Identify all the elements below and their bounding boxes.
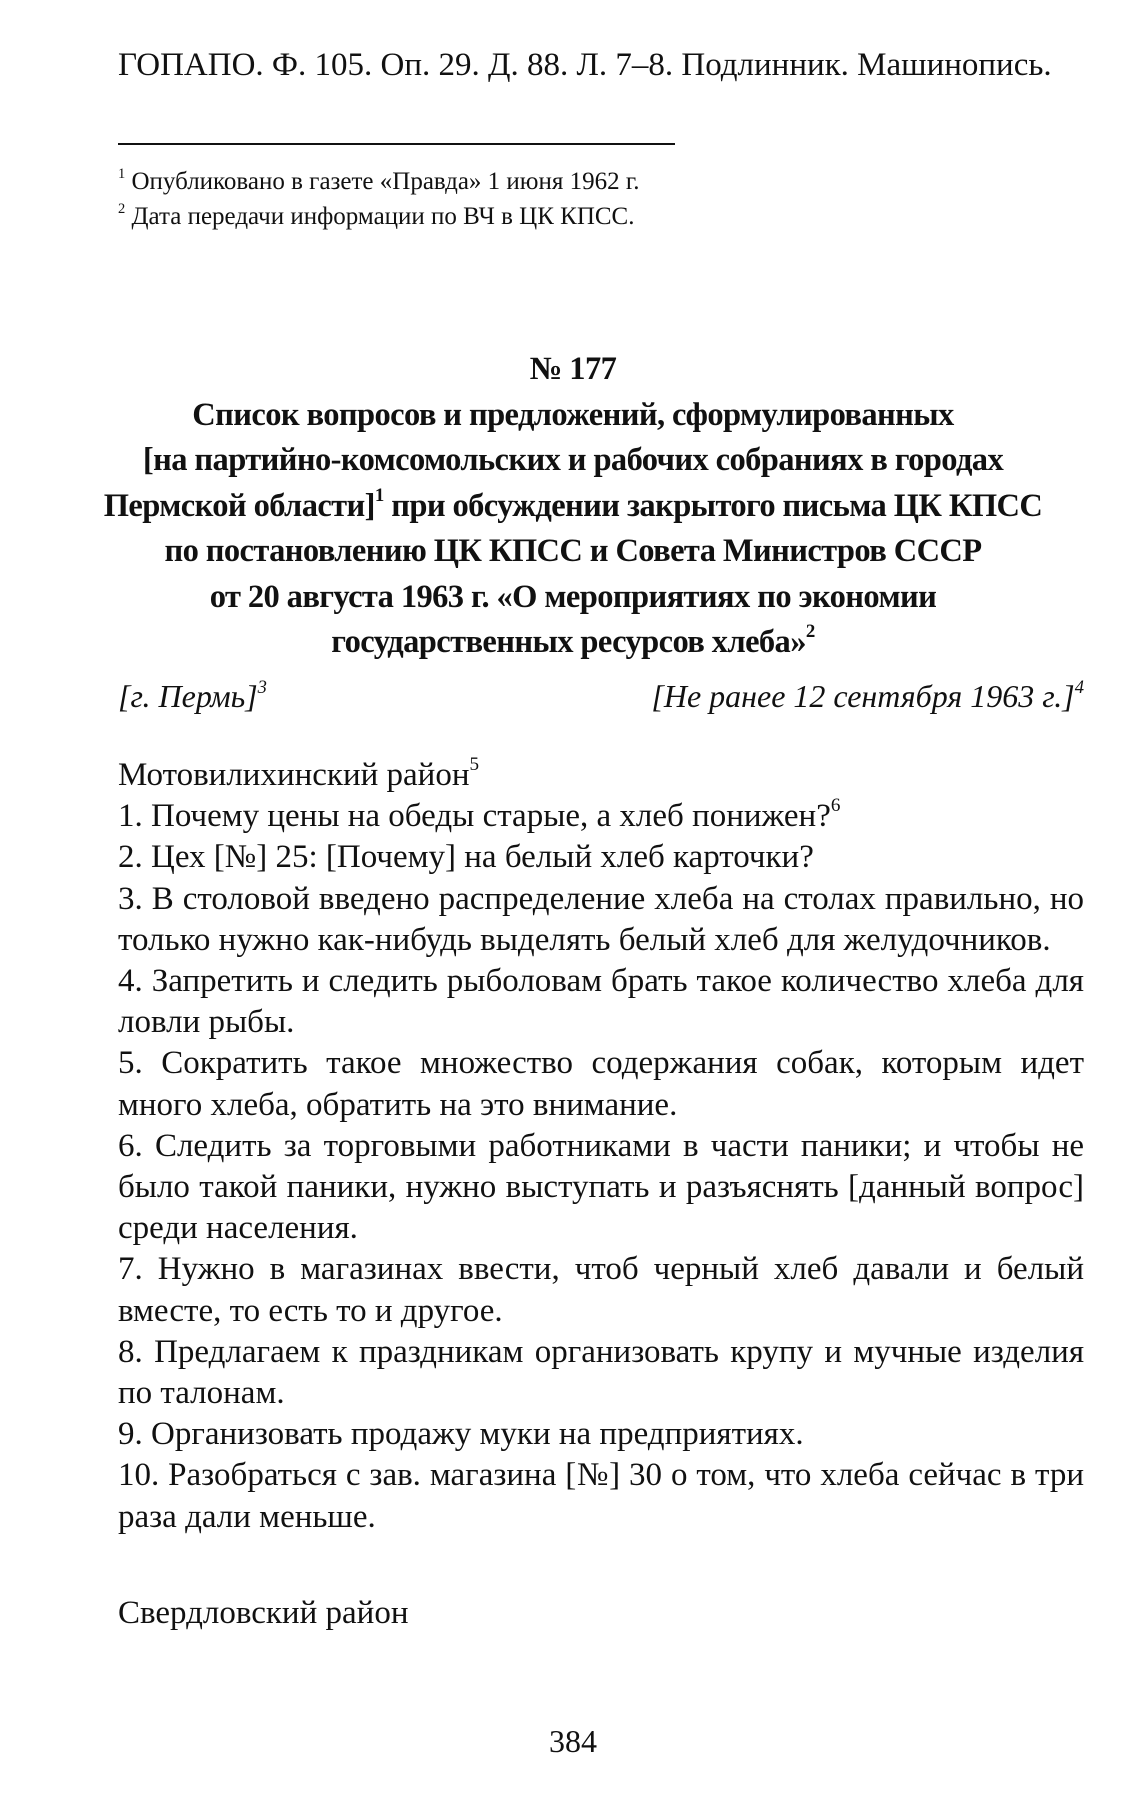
list-item: 5. Сократить такое множество содержания собак, которым идет много хлеба, обратить на это внимание.: [118, 1045, 1084, 1123]
date-footnote-mark: 4: [1074, 676, 1084, 698]
document-date: [651, 676, 1084, 716]
title-line-3: [60, 484, 1086, 530]
footnote-1: [118, 164, 1018, 199]
title-line-4: по постановлению ЦК КПСС и Совета Министров СССР: [164, 533, 982, 569]
title-line-1: Список вопросов и предложений, сформулированных: [192, 396, 954, 433]
list-item: [118, 796, 1084, 837]
district-footnote-mark: 5: [469, 754, 480, 776]
date-text: [Не ранее 12 сентября 1963 г.]: [651, 678, 1075, 714]
list-item: 10. Разобраться с зав. магазина [№] 30 о том, что хлеба сейчас в три раза дали меньше.: [118, 1457, 1084, 1535]
footnote-mark: 1: [118, 165, 126, 182]
document-body: [118, 755, 1084, 1634]
title-line-6-text: государственных ресурсов хлеба»: [331, 624, 806, 660]
document-heading: [60, 347, 1086, 666]
footnote-text: Опубликовано в газете «Правда» 1 июня 1962 г.: [131, 168, 640, 195]
footnote-text: Дата передачи информации по ВЧ в ЦК КПСС.: [131, 203, 635, 230]
list-item: 4. Запретить и следить рыболовам брать такое количество хлеба для ловли рыбы.: [118, 963, 1084, 1041]
footnote-mark: 2: [118, 200, 126, 217]
title-line-2: [на партийно-комсомольских и рабочих собраниях в городах: [142, 442, 1004, 478]
title-line-3a: Пермской области]: [103, 487, 375, 524]
list-item: 7. Нужно в магазинах ввести, чтоб черный хлеб давали и белый вместе, то есть то и другое.: [118, 1251, 1084, 1329]
archive-reference: ГОПАПО. Ф. 105. Оп. 29. Д. 88. Л. 7–8. Подлинник. Машинопись.: [118, 47, 1052, 83]
district-heading: Свердловский район: [118, 1594, 409, 1631]
place-footnote-mark: 3: [257, 676, 267, 698]
item-footnote-mark: 6: [830, 795, 841, 817]
title-footnote-mark-2: 2: [805, 621, 815, 643]
list-item: 2. Цех [№] 25: [Почему] на белый хлеб карточки?: [118, 839, 814, 876]
footnote-divider: [118, 143, 675, 145]
title-line-3b: при обсуждении закрытого письма ЦК КПСС: [391, 487, 1043, 524]
district-name: Мотовилихинский район: [118, 757, 470, 793]
document-place: [118, 676, 267, 716]
page-number: 384: [549, 1723, 597, 1759]
list-item: 6. Следить за торговыми работниками в части паники; и чтобы не было такой паники, нужно выступать и разъяснять [данный вопрос] среди населения.: [118, 1127, 1084, 1247]
list-item: 3. В столовой введено распределение хлеба на столах правильно, но только нужно как-нибудь выделять белый хлеб для желудочников.: [118, 880, 1084, 958]
item-text: 1. Почему цены на обеды старые, а хлеб понижен?: [118, 798, 831, 835]
title-line-5: от 20 августа 1963 г. «О мероприятиях по экономии: [209, 578, 937, 615]
document-number: № 177: [529, 351, 617, 387]
place-text: [г. Пермь]: [118, 678, 258, 714]
list-item: 9. Организовать продажу муки на предприятиях.: [118, 1416, 804, 1453]
footnotes: [118, 164, 1018, 234]
list-item: 8. Предлагаем к праздникам организовать крупу и мучные изделия по талонам.: [118, 1333, 1084, 1412]
title-footnote-mark-1: 1: [374, 484, 384, 506]
footnote-2: [118, 199, 1018, 234]
section-gap: [118, 1538, 1084, 1593]
district-heading: [118, 755, 1084, 796]
title-line-6: [60, 620, 1086, 666]
